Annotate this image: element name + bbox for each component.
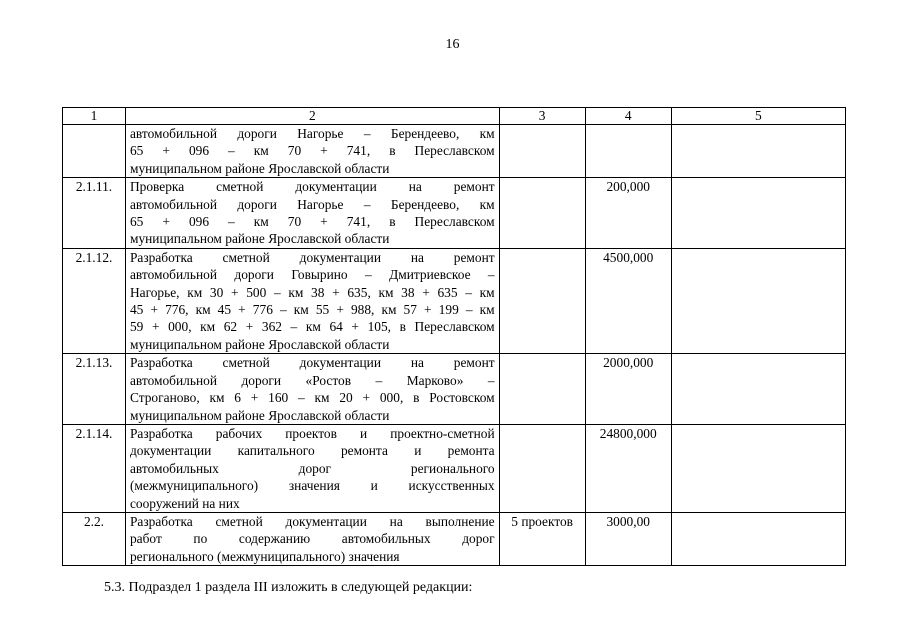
description-line: Разработка сметной документации на ремонт (129, 249, 495, 265)
instruction-paragraph: 5.3. Подраздел 1 раздела III изложить в следующей редакции: (104, 580, 473, 595)
item-description (125, 248, 499, 353)
column-header-5: 5 (671, 108, 845, 125)
cell-col5 (671, 512, 845, 565)
header-row (63, 108, 846, 125)
cell-col5 (671, 354, 845, 425)
description-line: Разработка сметной документации на ремонт (129, 355, 495, 371)
table-row (63, 512, 846, 565)
item-description (125, 178, 499, 249)
table-row (63, 354, 846, 425)
description-line: Разработка сметной документации на выполнение (129, 513, 495, 529)
table-row (63, 178, 846, 249)
description-line: муниципальном районе Ярославской области (129, 231, 390, 247)
column-header-1: 1 (63, 108, 126, 125)
description-line: Проверка сметной документации на ремонт (129, 179, 495, 195)
item-number: 2.1.13. (63, 354, 126, 425)
description-line: сооружений на них (129, 495, 240, 511)
description-line: Разработка рабочих проектов и проектно-сметной (129, 425, 495, 441)
table-row (63, 248, 846, 353)
description-line: Нагорье, км 30 + 500 – км 38 + 635, км 38 + 635 – км (129, 284, 495, 300)
description-line: автомобильных дорог регионального (129, 460, 495, 476)
cell-col4: 200,000 (585, 178, 671, 249)
cell-col3 (499, 354, 585, 425)
page-number: 16 (445, 37, 460, 52)
item-description (125, 125, 499, 178)
description-line: Строганово, км 6 + 160 – км 20 + 000, в Ростовском (129, 390, 495, 406)
column-header-2: 2 (125, 108, 499, 125)
column-header-3: 3 (499, 108, 585, 125)
cell-col4 (585, 125, 671, 178)
item-number: 2.1.12. (63, 248, 126, 353)
description-line: 65 + 096 – км 70 + 741, в Переславском (129, 214, 495, 230)
cell-col4: 2000,000 (585, 354, 671, 425)
description-line: регионального (межмуниципального) значения (129, 548, 400, 564)
cell-col5 (671, 248, 845, 353)
description-line: 65 + 096 – км 70 + 741, в Переславском (129, 143, 495, 159)
cell-col4: 24800,000 (585, 424, 671, 512)
description-line: работ по содержанию автомобильных дорог (129, 531, 495, 547)
description-line: автомобильной дороги Нагорье – Берендеево, км (129, 196, 495, 212)
description-line: муниципальном районе Ярославской области (129, 160, 390, 176)
table-row (63, 125, 846, 178)
item-number: 2.2. (63, 512, 126, 565)
description-line: (межмуниципального) значения и искусственных (129, 478, 495, 494)
cell-col5 (671, 125, 845, 178)
description-line: 59 + 000, км 62 + 362 – км 64 + 105, в Переславском (129, 319, 495, 335)
column-header-4: 4 (585, 108, 671, 125)
cell-col4: 4500,000 (585, 248, 671, 353)
cell-col3 (499, 125, 585, 178)
table-row (63, 424, 846, 512)
item-number: 2.1.14. (63, 424, 126, 512)
description-line: автомобильной дороги Нагорье – Берендеево, км (129, 126, 495, 141)
cell-col5 (671, 178, 845, 249)
description-line: муниципальном районе Ярославской области (129, 407, 390, 423)
item-description (125, 512, 499, 565)
table-body (63, 125, 846, 566)
description-line: 45 + 776, км 45 + 776 – км 55 + 988, км 57 + 199 – км (129, 302, 495, 318)
cell-col3: 5 проектов (499, 512, 585, 565)
item-description (125, 354, 499, 425)
cell-col3 (499, 178, 585, 249)
item-description (125, 424, 499, 512)
description-line: автомобильной дороги «Ростов – Марково» – (129, 372, 495, 388)
description-line: документации капитального ремонта и ремонта (129, 443, 495, 459)
program-table (62, 107, 846, 566)
cell-col4: 3000,00 (585, 512, 671, 565)
description-line: автомобильной дороги Говырино – Дмитриевское – (129, 267, 495, 283)
description-line: муниципальном районе Ярославской области (129, 336, 390, 352)
item-number (63, 125, 126, 178)
cell-col5 (671, 424, 845, 512)
item-number: 2.1.11. (63, 178, 126, 249)
cell-col3 (499, 248, 585, 353)
cell-col3 (499, 424, 585, 512)
